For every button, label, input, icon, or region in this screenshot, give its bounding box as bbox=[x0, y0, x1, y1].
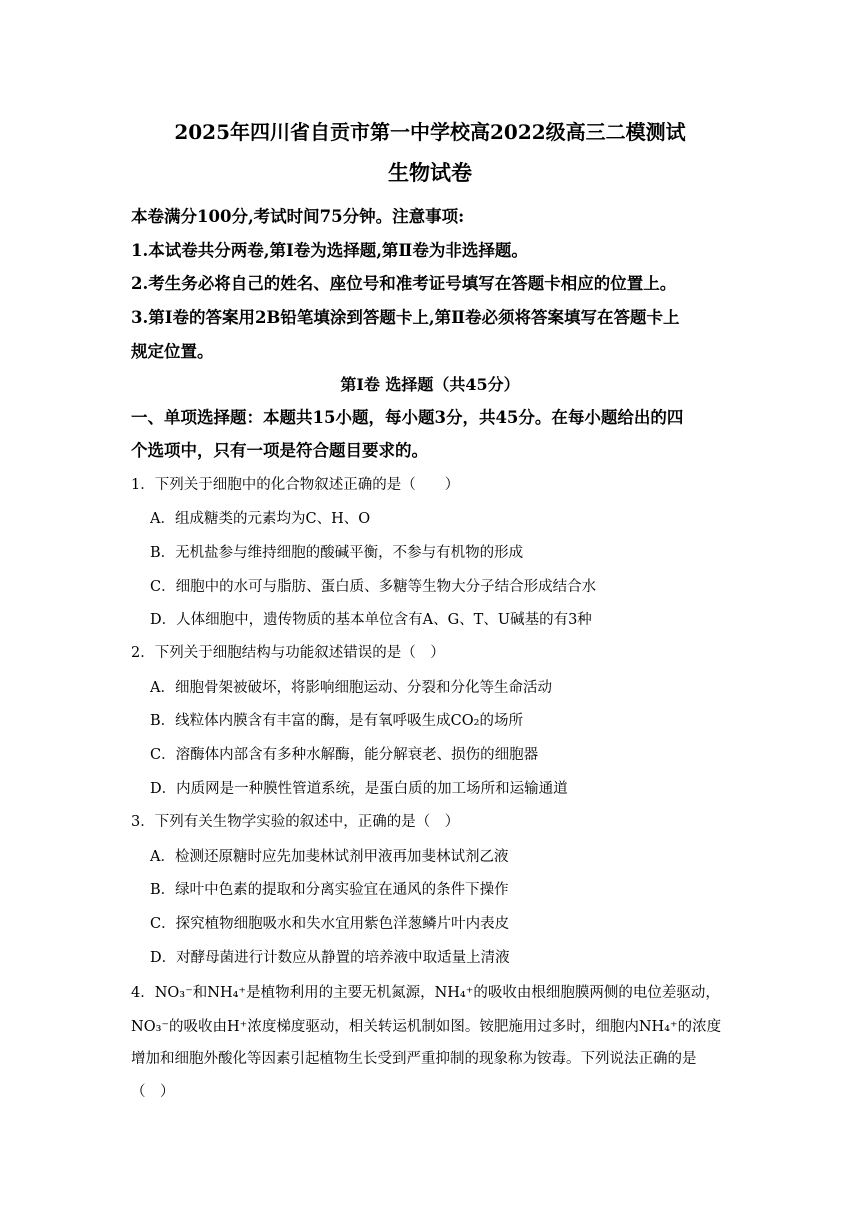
question-option: B．无机盐参与维持细胞的酸碱平衡，不参与有机物的形成 bbox=[150, 545, 524, 561]
exam-subtitle: 生物试卷 bbox=[388, 160, 472, 185]
question-option: B．线粒体内膜含有丰富的酶，是有氧呼吸生成CO₂的场所 bbox=[150, 713, 523, 729]
question-option: D．人体细胞中，遗传物质的基本单位含有A、G、T、U碱基的有3种 bbox=[150, 612, 592, 628]
question-option: B．绿叶中色素的提取和分离实验宜在通风的条件下操作 bbox=[150, 882, 509, 898]
question-stem: 2．下列关于细胞结构与功能叙述错误的是（ ） bbox=[131, 645, 445, 661]
question-stem: 3．下列有关生物学实验的叙述中，正确的是（ ） bbox=[131, 814, 460, 830]
instruction-line: 2.考生务必将自己的姓名、座位号和准考证号填写在答题卡相应的位置上。 bbox=[131, 274, 677, 293]
question-option: C．探究植物细胞吸水和失水宜用紫色洋葱鳞片叶内表皮 bbox=[150, 916, 510, 932]
question-option: C．细胞中的水可与脂肪、蛋白质、多糖等生物大分子结合形成结合水 bbox=[150, 579, 597, 595]
exam-title: 2025年四川省自贡市第一中学校高2022级高三二模测试 bbox=[174, 120, 686, 144]
question-option: D．内质网是一种膜性管道系统，是蛋白质的加工场所和运输通道 bbox=[150, 781, 568, 797]
instruction-line: 规定位置。 bbox=[131, 342, 214, 361]
section-intro-line: 个选项中，只有一项是符合题目要求的。 bbox=[131, 441, 428, 460]
question-stem: 1．下列关于细胞中的化合物叙述正确的是（ ） bbox=[131, 477, 460, 493]
question-stem-line: 4．NO₃⁻和NH₄⁺是植物利用的主要无机氮源，NH₄⁺的吸收由根细胞膜两侧的电位差驱动， bbox=[131, 985, 720, 1001]
question-stem-line: 增加和细胞外酸化等因素引起植物生长受到严重抑制的现象称为铵毒。下列说法正确的是 bbox=[131, 1051, 697, 1067]
question-option: A．检测还原糖时应先加斐林试剂甲液再加斐林试剂乙液 bbox=[150, 849, 509, 865]
question-option: C．溶酶体内部含有多种水解酶，能分解衰老、损伤的细胞器 bbox=[150, 747, 539, 763]
instruction-line: 3.第Ⅰ卷的答案用2B铅笔填涂到答题卡上,第Ⅱ卷必须将答案填写在答题卡上 bbox=[131, 308, 680, 327]
question-stem-line: （ ） bbox=[131, 1084, 175, 1100]
question-option: A．细胞骨架被破坏，将影响细胞运动、分裂和分化等生命活动 bbox=[150, 680, 552, 696]
question-stem-line: NO₃⁻的吸收由H⁺浓度梯度驱动，相关转运机制如图。铵肥施用过多时，细胞内NH₄⁺的浓度 bbox=[131, 1019, 722, 1035]
section-title: 第Ⅰ卷 选择题（共45分） bbox=[340, 375, 520, 394]
section-intro-line: 一、单项选择题：本题共15小题，每小题3分，共45分。在每小题给出的四 bbox=[131, 408, 684, 427]
instruction-line: 本卷满分100分,考试时间75分钟。注意事项: bbox=[131, 207, 465, 226]
question-option: A．组成糖类的元素均为C、H、O bbox=[150, 511, 371, 527]
instruction-line: 1.本试卷共分两卷,第Ⅰ卷为选择题,第Ⅱ卷为非选择题。 bbox=[131, 241, 528, 260]
question-option: D．对酵母菌进行计数应从静置的培养液中取适量上清液 bbox=[150, 950, 510, 966]
